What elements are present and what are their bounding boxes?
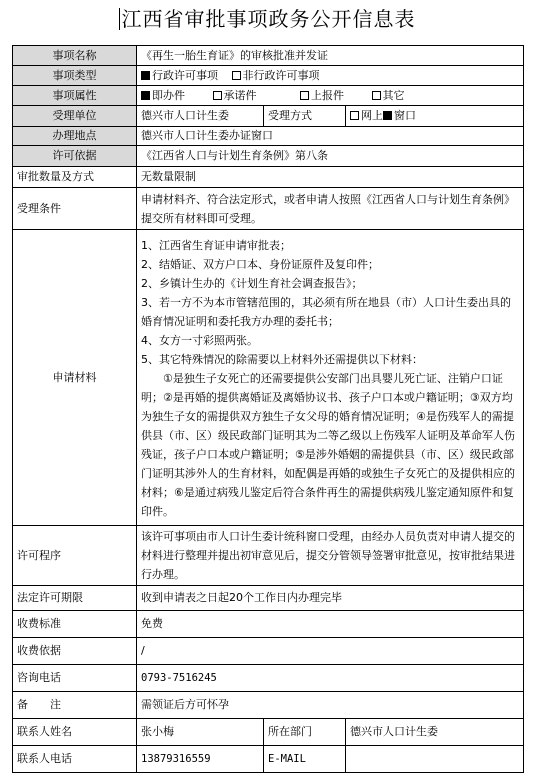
checkbox-checked-icon xyxy=(141,71,150,80)
row-remark xyxy=(13,692,524,719)
value-unit: 德兴市人口计生委 xyxy=(137,106,264,127)
material-special: ①是独生子女死亡的还需要提供公安部门出具婴儿死亡证、注销户口证明；②是再婚的提供离婚证及离婚协议书、孩子户口本或户籍证明；③双方均为独生子女的需提供双方独生子女父母的婚育情况证明；④是伤残军人的需提供县（市、区）级民政部门证明其为二等乙级以上伤残军人证明及革命军人伤残证，孩子户口本或户籍证明；⑤是涉外婚姻的需提供县（市、区）级民政部门证明其涉外人的生育材料，如配偶是再婚的或独生子女死亡的及提供相应的材料；⑥是通过病残儿鉴定后符合条件再生的需提供病残儿鉴定通知原件和复印件。 xyxy=(141,372,515,518)
material-line: 4、女方一寸彩照两张。 xyxy=(141,334,258,347)
row-unit xyxy=(13,106,524,127)
label-basis: 许可依据 xyxy=(13,146,137,167)
row-phone xyxy=(13,665,524,692)
value-procedure: 该许可事项由市人口计生委计统科窗口受理，由经办人员负责对申请人提交的材料进行整理并提出初审意见后，提交分管领导签署审批意见，按审批结果进行办理。 xyxy=(137,526,524,586)
page-title xyxy=(0,0,534,40)
row-contact xyxy=(13,719,524,746)
label-method: 受理方式 xyxy=(264,106,346,127)
value-attr xyxy=(137,86,524,106)
value-deadline: 收到申请表之日起20个工作日内办理完毕 xyxy=(137,586,524,611)
checkbox-empty-icon xyxy=(213,91,222,100)
row-cond xyxy=(13,188,524,230)
row-deadline xyxy=(13,586,524,611)
option-instant[interactable]: 即办件 xyxy=(141,88,185,104)
material-line: 2、结婚证、双方户口本、身份证原件及复印件； xyxy=(141,258,379,271)
value-dept: 德兴市人口计生委 xyxy=(346,719,524,746)
row-contact-phone xyxy=(13,746,524,773)
row-materials xyxy=(13,230,524,526)
option-other[interactable]: 其它 xyxy=(372,88,405,104)
row-basis xyxy=(13,146,524,167)
row-fee xyxy=(13,611,524,638)
label-contact: 联系人姓名 xyxy=(13,719,137,746)
value-basis: 《江西省人口与计划生育条例》第八条 xyxy=(137,146,524,167)
label-name: 事项名称 xyxy=(13,46,137,66)
row-feebasis xyxy=(13,638,524,665)
info-table xyxy=(12,45,524,773)
label-materials: 申请材料 xyxy=(13,230,137,526)
label-quota: 审批数量及方式 xyxy=(13,167,137,188)
option-window[interactable]: 窗口 xyxy=(383,109,416,122)
value-type xyxy=(137,66,524,86)
row-place xyxy=(13,127,524,146)
label-procedure: 许可程序 xyxy=(13,526,137,586)
value-name: 《再生一胎生育证》的审核批准并发证 xyxy=(137,46,524,66)
checkbox-checked-icon xyxy=(383,111,392,120)
row-name xyxy=(13,46,524,66)
value-contact: 张小梅 xyxy=(137,719,264,746)
label-phone: 咨询电话 xyxy=(13,665,137,692)
checkbox-empty-icon xyxy=(300,91,309,100)
value-email xyxy=(346,746,524,773)
label-remark: 备 注 xyxy=(13,692,137,719)
label-place: 办理地点 xyxy=(13,127,137,146)
label-feebasis: 收费依据 xyxy=(13,638,137,665)
label-cond: 受理条件 xyxy=(13,188,137,230)
value-place: 德兴市人口计生委办证窗口 xyxy=(137,127,524,146)
checkbox-checked-icon xyxy=(141,91,150,100)
checkbox-empty-icon xyxy=(232,71,241,80)
row-type xyxy=(13,66,524,86)
value-method xyxy=(346,106,524,127)
text-cursor xyxy=(119,8,120,30)
material-line: 1、江西省生育证申请审批表； xyxy=(141,239,291,252)
option-report[interactable]: 上报件 xyxy=(300,88,344,104)
value-contact-phone: 13879316559 xyxy=(137,746,264,773)
label-dept: 所在部门 xyxy=(264,719,346,746)
material-line: 2、乡镇计生办的《计划生育社会调查报告》； xyxy=(141,277,363,290)
checkbox-empty-icon xyxy=(372,91,381,100)
value-quota: 无数量限制 xyxy=(137,167,524,188)
label-contact-phone: 联系人电话 xyxy=(13,746,137,773)
value-remark: 需领证后方可怀孕 xyxy=(137,692,524,719)
option-admin-license[interactable]: 行政许可事项 xyxy=(141,68,218,84)
label-type: 事项类型 xyxy=(13,66,137,86)
row-procedure xyxy=(13,526,524,586)
label-attr: 事项属性 xyxy=(13,86,137,106)
material-line: 5、其它特殊情况的除需要以上材料外还需提供以下材料： xyxy=(141,353,423,366)
checkbox-empty-icon xyxy=(350,111,359,120)
option-online[interactable]: 网上 xyxy=(350,109,383,122)
value-phone: 0793-7516245 xyxy=(137,665,524,692)
label-email: E-MAIL xyxy=(264,746,346,773)
option-promise[interactable]: 承诺件 xyxy=(213,88,257,104)
value-materials xyxy=(137,230,524,526)
value-cond: 申请材料齐、符合法定形式，或者申请人按照《江西省人口与计划生育条例》提交所有材料即可受理。 xyxy=(137,188,524,230)
label-fee: 收费标准 xyxy=(13,611,137,638)
title-text: 江西省审批事项政务公开信息表 xyxy=(121,7,416,31)
value-fee: 免费 xyxy=(137,611,524,638)
label-deadline: 法定许可期限 xyxy=(13,586,137,611)
row-attr xyxy=(13,86,524,106)
material-line: 3、若一方不为本市管辖范围的，其必须有所在地县（市）人口计生委出具的婚育情况证明和委托我方办理的委托书； xyxy=(141,296,511,328)
option-non-admin-license[interactable]: 非行政许可事项 xyxy=(232,68,320,84)
value-feebasis: / xyxy=(137,638,524,665)
row-quota xyxy=(13,167,524,188)
label-unit: 受理单位 xyxy=(13,106,137,127)
